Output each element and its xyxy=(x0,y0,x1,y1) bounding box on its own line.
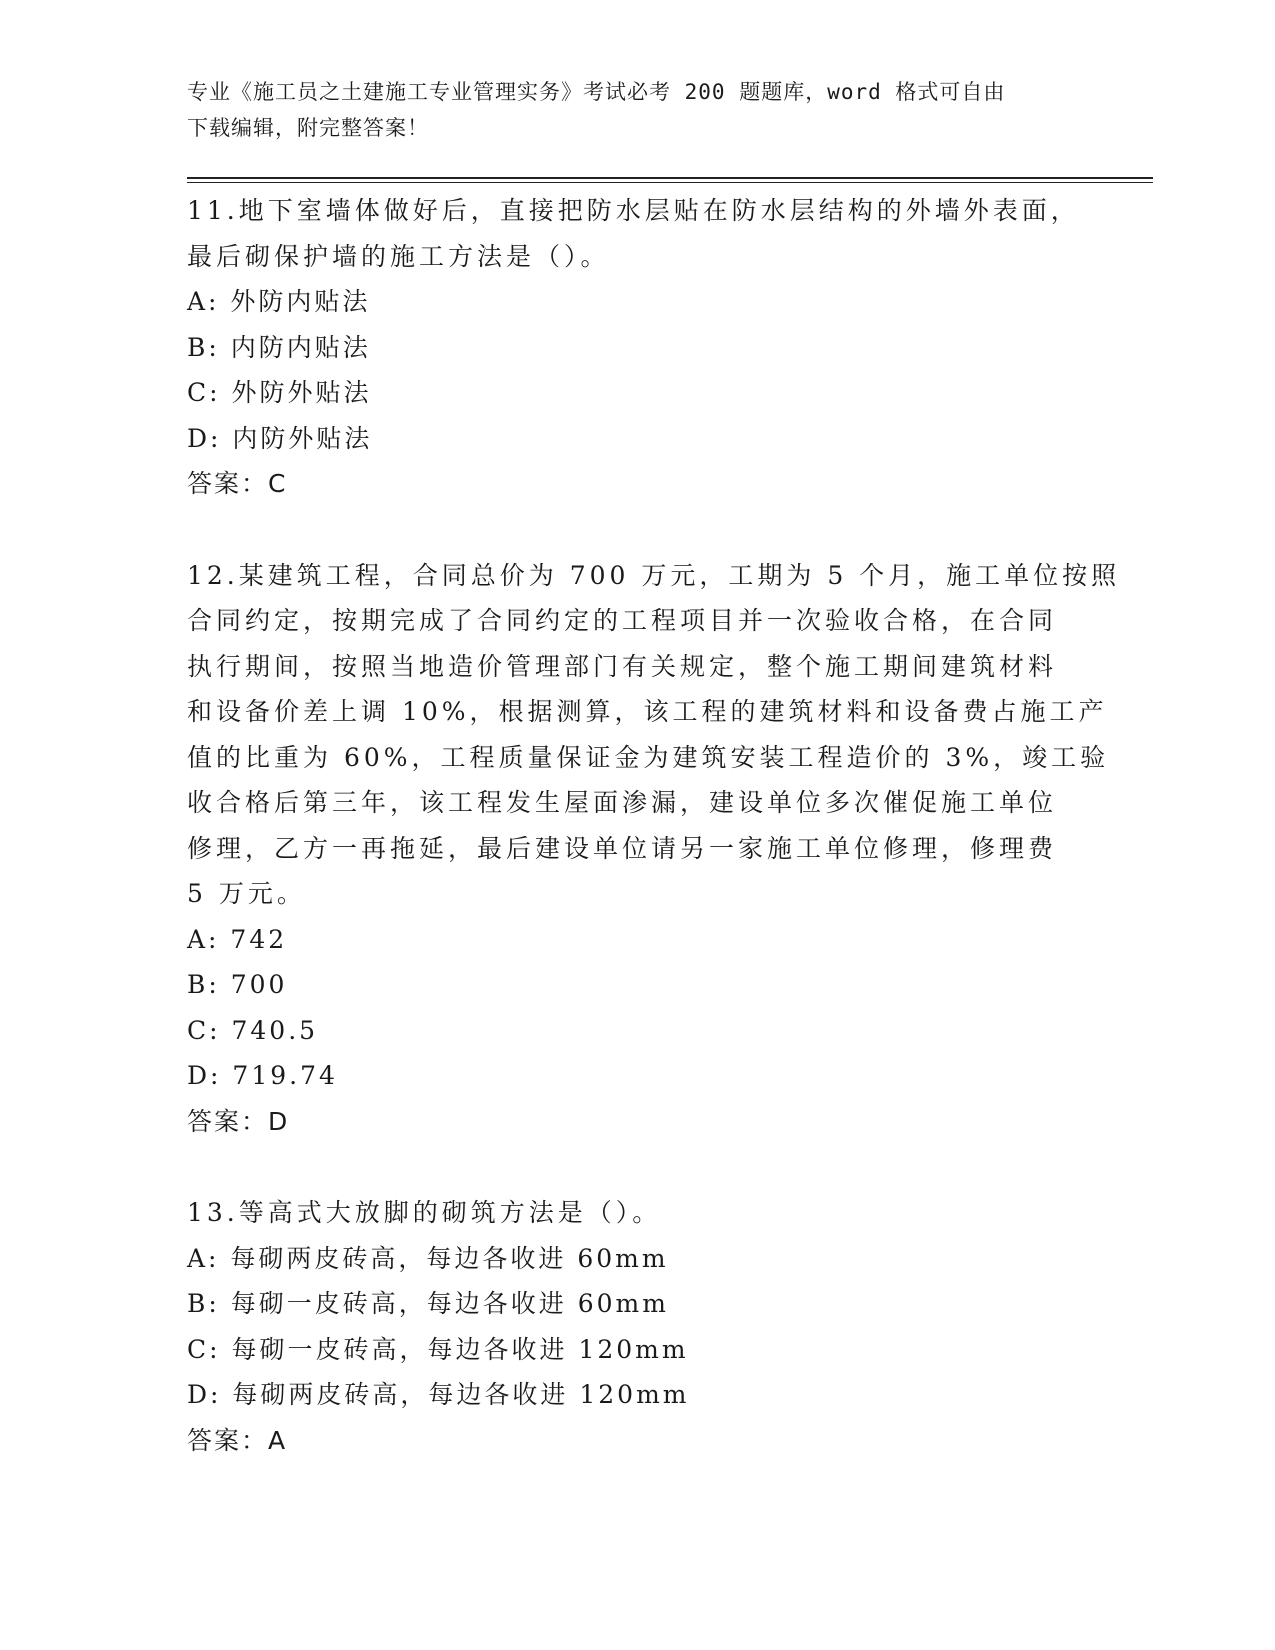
option-c: C: 740.5 xyxy=(187,1015,319,1045)
question-13 xyxy=(187,1190,1087,1463)
question-list xyxy=(187,188,1121,1463)
question-text-line: 最后砌保护墙的施工方法是（）。 xyxy=(187,241,610,271)
option-a: A: 742 xyxy=(187,924,288,954)
question-text-line: 11.地下室墙体做好后，直接把防水层贴在防水层结构的外墙外表面， xyxy=(187,196,1080,225)
answer-line: 答案：A xyxy=(187,1425,288,1455)
option-a: A: 外防内贴法 xyxy=(187,287,371,316)
option-c: C: 外防外贴法 xyxy=(187,378,372,407)
answer-line: 答案：D xyxy=(187,1106,290,1136)
header-line: 专业《施工员之土建施工专业管理实务》考试必考 200 题题库，word 格式可自由 xyxy=(187,80,1006,104)
option-c: C: 每砌一皮砖高，每边各收进 120mm xyxy=(187,1334,689,1364)
spacer xyxy=(187,1144,1087,1190)
answer-line: 答案：C xyxy=(187,469,288,498)
question-text-line: 12.某建筑工程，合同总价为 700 万元，工期为 5 个月，施工单位按照 xyxy=(187,560,1121,590)
option-a: A: 每砌两皮砖高，每边各收进 60mm xyxy=(187,1243,669,1273)
question-11 xyxy=(187,188,1087,507)
question-text-line: 值的比重为 60%，工程质量保证金为建筑安装工程造价的 3%，竣工验 xyxy=(187,742,1110,772)
question-12 xyxy=(187,553,1121,1145)
question-text-line: 修理，乙方一再拖延，最后建设单位请另一家施工单位修理，修理费 xyxy=(187,833,1058,863)
spacer xyxy=(187,507,1087,553)
question-text-line: 收合格后第三年，该工程发生屋面渗漏，建设单位多次催促施工单位 xyxy=(187,788,1058,817)
question-text-line: 和设备价差上调 10%，根据测算，该工程的建筑材料和设备费占施工产 xyxy=(187,697,1108,726)
question-text-line: 合同约定，按期完成了合同约定的工程项目并一次验收合格，在合同 xyxy=(187,606,1058,635)
option-d: D: 719.74 xyxy=(187,1061,338,1090)
header-divider-thick xyxy=(187,177,1153,179)
header-line: 下载编辑，附完整答案！ xyxy=(187,116,429,140)
question-text-line: 5 万元。 xyxy=(187,879,306,908)
header-divider-thin xyxy=(187,182,1153,183)
document-header xyxy=(187,74,1067,146)
option-b: B: 内防内贴法 xyxy=(187,332,371,362)
question-text-line: 执行期间，按照当地造价管理部门有关规定，整个施工期间建筑材料 xyxy=(187,651,1058,681)
option-b: B: 700 xyxy=(187,970,288,999)
option-b: B: 每砌一皮砖高，每边各收进 60mm xyxy=(187,1289,669,1318)
option-d: D: 内防外贴法 xyxy=(187,423,373,453)
question-text-line: 13.等高式大放脚的砌筑方法是（）。 xyxy=(187,1198,662,1227)
option-d: D: 每砌两皮砖高，每边各收进 120mm xyxy=(187,1380,690,1409)
